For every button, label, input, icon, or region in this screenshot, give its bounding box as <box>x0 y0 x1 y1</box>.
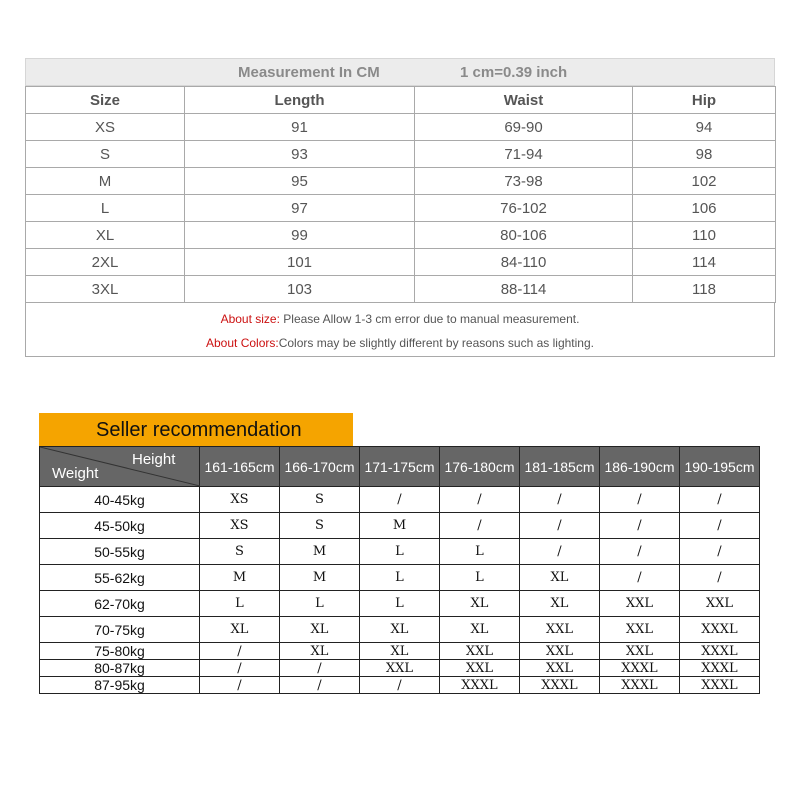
size-recommendation-cell: S <box>280 513 360 539</box>
size-note-text: Please Allow 1-3 cm error due to manual measurement. <box>279 312 580 326</box>
size-recommendation-cell: XL <box>360 643 440 660</box>
recommendation-title: Seller recommendation <box>96 419 302 441</box>
column-header: Hip <box>633 87 776 114</box>
size-cell: 88-114 <box>415 276 633 303</box>
weight-cell: 80-87kg <box>40 660 200 677</box>
size-recommendation-cell: XL <box>280 617 360 643</box>
size-recommendation-cell: / <box>360 487 440 513</box>
size-recommendation-cell: M <box>280 565 360 591</box>
recommendation-banner <box>39 413 353 446</box>
size-recommendation-cell: XXXL <box>440 677 520 694</box>
size-recommendation-cell: / <box>520 539 600 565</box>
size-recommendation-cell: XL <box>360 617 440 643</box>
height-header: 171-175cm <box>360 447 440 487</box>
size-cell: S <box>26 141 185 168</box>
size-recommendation-cell: L <box>440 539 520 565</box>
size-recommendation-cell: XXL <box>680 591 760 617</box>
size-cell: 97 <box>185 195 415 222</box>
size-row <box>26 195 776 222</box>
size-recommendation-cell: XXXL <box>680 677 760 694</box>
size-cell: 76-102 <box>415 195 633 222</box>
size-recommendation-cell: XXL <box>520 643 600 660</box>
height-header: 176-180cm <box>440 447 520 487</box>
size-table <box>25 86 776 303</box>
size-cell: 118 <box>633 276 776 303</box>
column-header: Length <box>185 87 415 114</box>
size-recommendation-cell: XXXL <box>600 677 680 694</box>
weight-cell: 70-75kg <box>40 617 200 643</box>
size-recommendation-cell: / <box>280 660 360 677</box>
size-row <box>26 276 776 303</box>
weight-cell: 40-45kg <box>40 487 200 513</box>
color-note <box>26 336 774 350</box>
size-cell: 3XL <box>26 276 185 303</box>
recommendation-table <box>39 446 760 694</box>
size-recommendation-cell: L <box>360 591 440 617</box>
size-cell: 94 <box>633 114 776 141</box>
size-recommendation-cell: / <box>600 487 680 513</box>
size-recommendation-cell: XXL <box>440 660 520 677</box>
size-cell: 99 <box>185 222 415 249</box>
size-cell: 71-94 <box>415 141 633 168</box>
recommendation-header-row <box>40 447 760 487</box>
color-note-label: About Colors: <box>206 336 279 350</box>
size-recommendation-cell: / <box>200 643 280 660</box>
size-recommendation-cell: M <box>360 513 440 539</box>
recommendation-row <box>40 617 760 643</box>
size-recommendation-cell: / <box>520 487 600 513</box>
height-header: 161-165cm <box>200 447 280 487</box>
height-header: 166-170cm <box>280 447 360 487</box>
size-cell: L <box>26 195 185 222</box>
size-row <box>26 168 776 195</box>
recommendation-row <box>40 539 760 565</box>
size-cell: 103 <box>185 276 415 303</box>
unit-conversion: 1 cm=0.39 inch <box>460 64 568 81</box>
size-row <box>26 141 776 168</box>
size-recommendation-cell: L <box>280 591 360 617</box>
size-row <box>26 249 776 276</box>
height-header: 190-195cm <box>680 447 760 487</box>
weight-axis-label: Weight <box>52 465 99 482</box>
size-recommendation-cell: / <box>440 513 520 539</box>
size-recommendation-cell: M <box>280 539 360 565</box>
weight-cell: 75-80kg <box>40 643 200 660</box>
size-note <box>26 312 774 326</box>
size-notes <box>25 303 775 357</box>
weight-cell: 55-62kg <box>40 565 200 591</box>
size-recommendation-cell: L <box>200 591 280 617</box>
size-recommendation-cell: XL <box>440 591 520 617</box>
size-recommendation-cell: S <box>280 487 360 513</box>
size-cell: M <box>26 168 185 195</box>
size-table-header-row <box>26 87 776 114</box>
height-header: 181-185cm <box>520 447 600 487</box>
size-chart-header <box>25 58 775 86</box>
size-recommendation-cell: XXXL <box>600 660 680 677</box>
size-recommendation-cell: S <box>200 539 280 565</box>
recommendation-row <box>40 487 760 513</box>
size-recommendation-cell: XXL <box>360 660 440 677</box>
size-cell: 102 <box>633 168 776 195</box>
recommendation-row <box>40 513 760 539</box>
recommendation-row <box>40 565 760 591</box>
size-row <box>26 222 776 249</box>
column-header: Size <box>26 87 185 114</box>
size-recommendation-cell: L <box>440 565 520 591</box>
size-recommendation-cell: XXL <box>600 591 680 617</box>
size-cell: XL <box>26 222 185 249</box>
size-row <box>26 114 776 141</box>
size-recommendation-cell: XXL <box>520 617 600 643</box>
size-recommendation-cell: / <box>520 513 600 539</box>
size-recommendation-cell: XS <box>200 487 280 513</box>
size-cell: 2XL <box>26 249 185 276</box>
size-cell: 84-110 <box>415 249 633 276</box>
size-recommendation-cell: / <box>200 677 280 694</box>
weight-cell: 62-70kg <box>40 591 200 617</box>
size-cell: 98 <box>633 141 776 168</box>
size-recommendation-cell: XXXL <box>680 660 760 677</box>
size-recommendation-cell: / <box>680 565 760 591</box>
recommendation-row <box>40 660 760 677</box>
size-cell: 101 <box>185 249 415 276</box>
size-cell: 91 <box>185 114 415 141</box>
corner-cell <box>40 447 200 487</box>
size-cell: 73-98 <box>415 168 633 195</box>
size-recommendation-cell: XXL <box>600 617 680 643</box>
size-note-label: About size: <box>220 312 280 326</box>
recommendation-row <box>40 643 760 660</box>
color-note-text: Colors may be slightly different by reasons such as lighting. <box>278 336 594 350</box>
size-recommendation-cell: / <box>680 513 760 539</box>
size-recommendation-cell: XL <box>520 565 600 591</box>
size-recommendation-cell: / <box>600 513 680 539</box>
size-recommendation-cell: / <box>600 565 680 591</box>
size-recommendation-cell: XL <box>200 617 280 643</box>
size-cell: XS <box>26 114 185 141</box>
size-cell: 93 <box>185 141 415 168</box>
size-recommendation-cell: XL <box>520 591 600 617</box>
size-recommendation-cell: XS <box>200 513 280 539</box>
size-recommendation-cell: XXL <box>440 643 520 660</box>
size-recommendation-cell: M <box>200 565 280 591</box>
size-recommendation-cell: / <box>680 539 760 565</box>
size-recommendation-cell: L <box>360 539 440 565</box>
size-recommendation-cell: XXL <box>600 643 680 660</box>
recommendation-row <box>40 677 760 694</box>
size-recommendation-cell: XL <box>440 617 520 643</box>
size-cell: 106 <box>633 195 776 222</box>
column-header: Waist <box>415 87 633 114</box>
size-chart-heading: Measurement In CM <box>238 64 380 81</box>
size-cell: 110 <box>633 222 776 249</box>
size-recommendation-cell: XXXL <box>680 643 760 660</box>
size-recommendation-cell: / <box>440 487 520 513</box>
size-recommendation-cell: / <box>680 487 760 513</box>
recommendation-row <box>40 591 760 617</box>
size-recommendation-cell: / <box>280 677 360 694</box>
size-chart <box>25 58 775 357</box>
size-cell: 95 <box>185 168 415 195</box>
height-header: 186-190cm <box>600 447 680 487</box>
weight-cell: 45-50kg <box>40 513 200 539</box>
size-recommendation-cell: XXXL <box>680 617 760 643</box>
size-recommendation-cell: / <box>200 660 280 677</box>
size-recommendation-cell: / <box>360 677 440 694</box>
size-cell: 69-90 <box>415 114 633 141</box>
size-recommendation-cell: L <box>360 565 440 591</box>
weight-cell: 87-95kg <box>40 677 200 694</box>
height-axis-label: Height <box>132 451 176 468</box>
size-recommendation-cell: XXXL <box>520 677 600 694</box>
size-cell: 80-106 <box>415 222 633 249</box>
weight-cell: 50-55kg <box>40 539 200 565</box>
size-recommendation-cell: XL <box>280 643 360 660</box>
size-cell: 114 <box>633 249 776 276</box>
size-recommendation-cell: / <box>600 539 680 565</box>
size-recommendation-cell: XXL <box>520 660 600 677</box>
